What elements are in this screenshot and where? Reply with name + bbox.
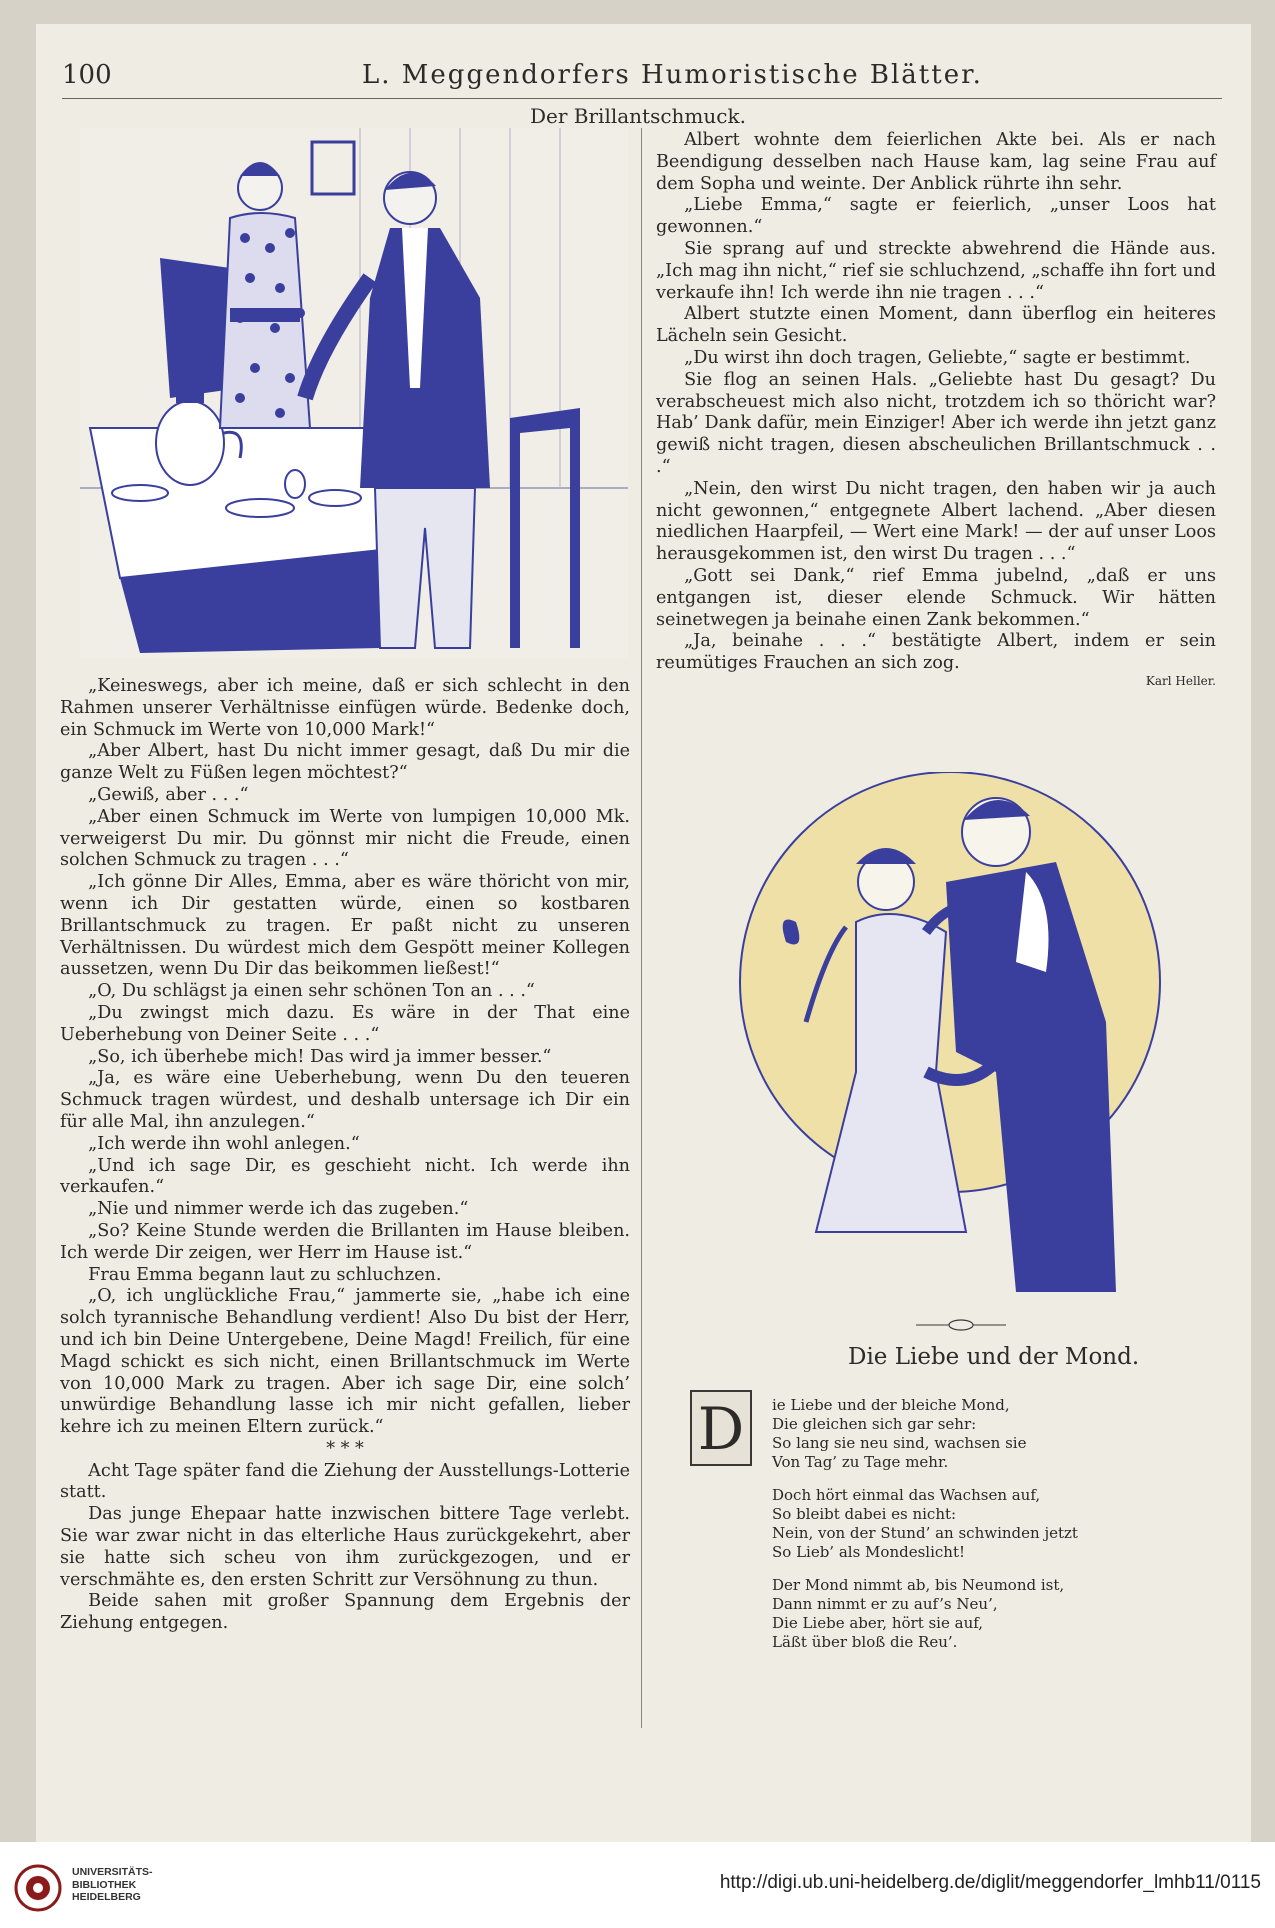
library-name-line: UNIVERSITÄTS- (72, 1866, 153, 1878)
page-number: 100 (62, 60, 112, 90)
story-paragraph: Albert stutzte einen Moment, dann überflog ein heiteres Lächeln sein Gesicht. (656, 304, 1216, 347)
poem-line: Läßt über bloß die Reu’. (772, 1633, 958, 1651)
poem-line: Die Liebe aber, hört sie auf, (772, 1614, 984, 1632)
page-header (62, 52, 1222, 99)
poem-stanza (772, 1486, 1212, 1562)
column-rule (641, 128, 642, 1728)
poem-body (772, 1396, 1212, 1666)
story-paragraph: Acht Tage später fand die Ziehung der Ausstellungs-Lotterie statt. (60, 1460, 630, 1503)
story-paragraph: „Und ich sage Dir, es geschieht nicht. Ich werde ihn verkaufen.“ (60, 1155, 630, 1198)
poem-line: Der Mond nimmt ab, bis Neumond ist, (772, 1576, 1065, 1594)
story-paragraph: „So? Keine Stunde werden die Brillanten im Hause bleiben. Ich werde Dir zeigen, wer Herr im Hause ist.“ (60, 1220, 630, 1263)
poem-line: Von Tag’ zu Tage mehr. (772, 1453, 949, 1471)
breakfast-argument-illustration (80, 128, 628, 658)
story-paragraph: „Nie und nimmer werde ich das zugeben.“ (88, 1199, 469, 1220)
story-paragraph: „Nein, den wirst Du nicht tragen, den haben wir ja auch nicht gewonnen,“ entgegnete Albert lachend. „Aber diesen niedlichen Haarpfeil, — Wert eine Mark! — der auf unser Loos herausgekommen ist, den wirst Du tragen . . .“ (656, 478, 1216, 565)
poem-line: So bleibt dabei es nicht: (772, 1505, 957, 1523)
poem-stanza (772, 1576, 1212, 1652)
poem-line: Doch hört einmal das Wachsen auf, (772, 1486, 1041, 1504)
story-paragraph: Frau Emma begann laut zu schluchzen. (88, 1264, 442, 1285)
university-seal-icon (14, 1864, 62, 1912)
story-paragraph: „Ich werde ihn wohl anlegen.“ (88, 1133, 360, 1154)
library-name-line: BIBLIOTHEK (72, 1878, 137, 1891)
story-paragraph: „Aber Albert, hast Du nicht immer gesagt, daß Du mir die ganze Welt zu Füßen legen möchtest?“ (60, 741, 630, 784)
poem-line: Die gleichen sich gar sehr: (772, 1415, 977, 1433)
asterism: * * * (326, 1438, 364, 1459)
ornament-divider (916, 1318, 1006, 1332)
story-paragraph: „Keineswegs, aber ich meine, daß er sich schlecht in den Rahmen unserer Verhältnisse einfügen würde. Bedenke doch, ein Schmuck im Werte von 10,000 Mark!“ (60, 676, 630, 740)
embracing-couple-illustration (696, 772, 1204, 1292)
poem-drop-cap: D (690, 1390, 752, 1466)
story-paragraph: „Ja, beinahe . . .“ bestätigte Albert, indem er sein reumütiges Frauchen an sich zog. (656, 631, 1216, 674)
story-right-column (656, 130, 1216, 693)
story-paragraph: „So, ich überhebe mich! Das wird ja immer besser.“ (88, 1046, 552, 1067)
magazine-page (36, 24, 1251, 1842)
poem-title: Die Liebe und der Mond. (848, 1344, 1140, 1370)
story-title: Der Brillantschmuck. (530, 104, 746, 128)
poem-line: So Lieb’ als Mondeslicht! (772, 1543, 965, 1561)
running-title: L. Meggendorfers Humoristische Blätter. (362, 60, 983, 90)
story-paragraph: „Ja, es wäre eine Ueberhebung, wenn Du den teueren Schmuck tragen würdest, und deshalb untersage ich Dir ein für alle Mal, ihn anzulegen.“ (60, 1068, 630, 1132)
story-paragraph: „Du wirst ihn doch tragen, Geliebte,“ sagte er bestimmt. (684, 347, 1191, 368)
story-paragraph: „Du zwingst mich dazu. Es wäre in der That eine Ueberhebung von Deiner Seite . . .“ (60, 1002, 630, 1045)
story-paragraph: „Ich gönne Dir Alles, Emma, aber es wäre thöricht von mir, wenn ich Dir gestatten würde, einen so kostbaren Brillantschmuck zu tragen. Er paßt nicht zu unseren Verhältnissen. Du würdest mich dem Gespött meiner Kollegen aussetzen, wenn Du Dir das beikommen ließest!“ (60, 872, 630, 980)
story-left-column (60, 676, 630, 1635)
author-signature: Karl Heller. (1145, 673, 1216, 688)
story-paragraph: „O, Du schlägst ja einen sehr schönen Ton an . . .“ (88, 981, 535, 1002)
viewer-footer (0, 1842, 1275, 1928)
source-url-link[interactable]: http://digi.ub.uni-heidelberg.de/diglit/meggendorfer_lmhb11/0115 (719, 1872, 1261, 1893)
poem-line: So lang sie neu sind, wachsen sie (772, 1434, 1027, 1452)
poem-line: Nein, von der Stund’ an schwinden jetzt (772, 1524, 1078, 1542)
library-name-line: HEIDELBERG (72, 1891, 141, 1903)
story-paragraph: Albert wohnte dem feierlichen Akte bei. Als er nach Beendigung desselben nach Hause kam, lag seine Frau auf dem Sopha und weinte. Der Anblick rührte ihn sehr. (656, 130, 1216, 194)
story-paragraph: „Gewiß, aber . . .“ (88, 784, 249, 805)
poem-line: ie Liebe und der bleiche Mond, (772, 1396, 1010, 1414)
story-paragraph: Das junge Ehepaar hatte inzwischen bittere Tage verlebt. Sie war zwar nicht in das elterliche Haus zurückgekehrt, aber sie hatte sich scheu von ihm zurückgezogen, und er verschmähte es, den ersten Schritt zur Versöhnung zu thun. (60, 1504, 630, 1590)
story-paragraph: „O, ich unglückliche Frau,“ jammerte sie, „habe ich eine solch tyrannische Behandlung verdient! Also Du bist der Herr, und ich bin Deine Untergebene, Deine Magd! Freilich, für eine Magd schickt es sich nicht, einen Brillantschmuck im Werte von 10,000 Mark zu tragen. Aber ich sage Dir, eine solch’ unwürdige Behandlung lasse ich mir nicht gefallen, lieber kehre ich zu meinen Eltern zurück.“ (60, 1286, 630, 1438)
story-paragraph: Sie flog an seinen Hals. „Geliebte hast Du gesagt? Du verabscheuest mich also nicht, trotzdem ich so thöricht war? Hab’ Dank dafür, mein Einziger! Aber ich werde ihn jetzt ganz gewiß nicht tragen, diesen abscheulichen Brillantschmuck . . .“ (656, 369, 1216, 477)
story-paragraph: „Aber einen Schmuck im Werte von lumpigen 10,000 Mk. verweigerst Du mir. Du gönnst mir nicht die Freude, einen solchen Schmuck zu tragen . . .“ (60, 806, 630, 871)
story-paragraph: Sie sprang auf und streckte abwehrend die Hände aus. „Ich mag ihn nicht,“ rief sie schluchzend, „schaffe ihn fort und verkaufe ihn! Ich werde ihn nie tragen . . .“ (656, 238, 1216, 303)
story-paragraph: Beide sahen mit großer Spannung dem Ergebnis der Ziehung entgegen. (60, 1591, 630, 1634)
story-paragraph: „Liebe Emma,“ sagte er feierlich, „unser Loos hat gewonnen.“ (656, 195, 1216, 238)
story-paragraph: „Gott sei Dank,“ rief Emma jubelnd, „daß er uns entgangen ist, dieser elende Schmuck. Wir hätten seinetwegen ja beinahe einen Zank bekommen.“ (656, 565, 1216, 630)
poem-stanza (772, 1396, 1212, 1472)
poem-line: Dann nimmt er zu auf’s Neu’, (772, 1595, 998, 1613)
library-name (72, 1866, 153, 1904)
